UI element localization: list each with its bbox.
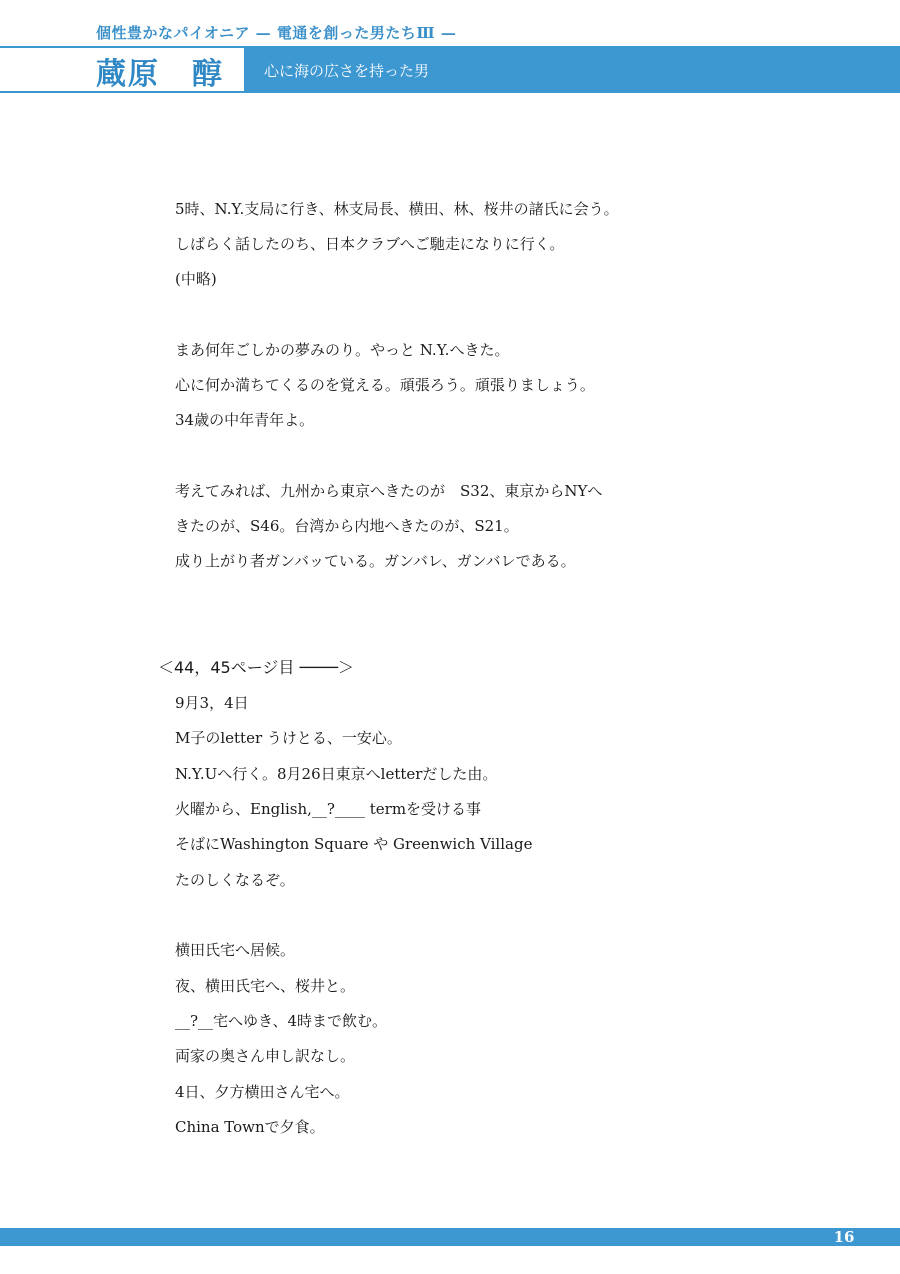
body-line: たのしくなるぞ。 [175, 871, 295, 889]
footer-band [0, 1228, 900, 1246]
page-number: 16 [833, 1228, 855, 1246]
body-line: きたのが、S46。台湾から内地へきたのが、S21。 [175, 517, 519, 535]
body-line: M子のletter うけとる、一安心。 [175, 729, 402, 747]
body-line: 夜、横田氏宅へ、桜井と。 [175, 977, 356, 995]
body-line: 火曜から、English,__?____ termを受ける事 [175, 800, 482, 818]
body-line: しばらく話したのち、日本クラブへご馳走になりに行く。 [175, 235, 565, 253]
body-line: そばにWashington Square や Greenwich Village [175, 835, 533, 853]
body-line: (中略) [175, 270, 217, 288]
body-line: 考えてみれば、九州から東京へきたのが S32、東京からNYへ [175, 482, 603, 500]
body-line: 成り上がり者ガンバッている。ガンバレ、ガンバレである。 [175, 552, 576, 570]
body-line: 心に何か満ちてくるのを覚える。頑張ろう。頑張りましょう。 [175, 376, 595, 394]
body-line: N.Y.Uへ行く。8月26日東京へletterだした由。 [175, 765, 498, 783]
body-line: まあ何年ごしかの夢みのり。やっと N.Y.へきた。 [175, 341, 510, 359]
person-name: 蔵原 醇 [96, 57, 224, 92]
body-line: 横田氏宅へ居候。 [175, 941, 296, 959]
body-line: 5時、N.Y.支局に行き、林支局長、横田、林、桜井の諸氏に会う。 [175, 200, 619, 218]
body-line: 両家の奥さん申し訳なし。 [175, 1047, 356, 1065]
article-subtitle: 心に海の広さを持った男 [264, 62, 430, 80]
body-line: __?__宅へゆき、4時まで飲む。 [175, 1012, 387, 1030]
series-title: 個性豊かなパイオニア — 電通を創った男たちⅢ — [96, 24, 457, 42]
section-heading: ＜44，45ページ目 ────＞ [158, 658, 355, 677]
body-line: China Townで夕食。 [175, 1118, 325, 1136]
body-line: 4日、夕方横田さん宅へ。 [175, 1083, 350, 1101]
body-line: 9月3，4日 [175, 694, 249, 712]
body-line: 34歳の中年青年よ。 [175, 411, 315, 429]
